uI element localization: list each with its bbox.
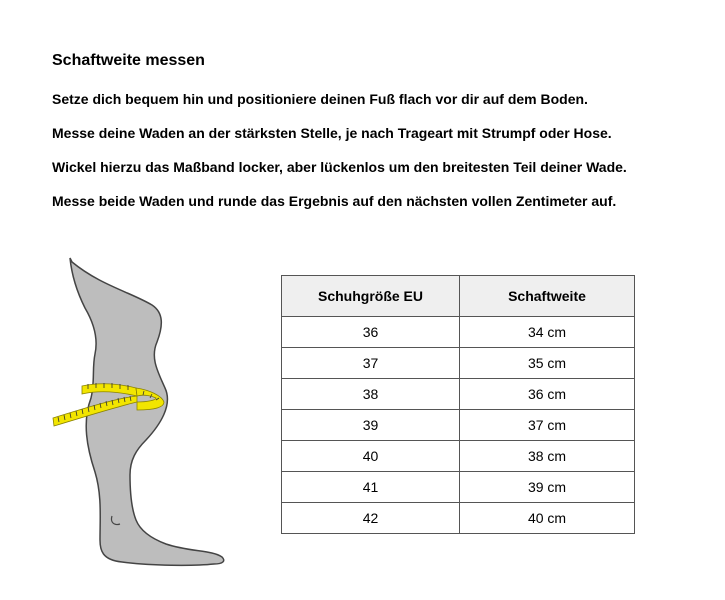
instruction-step-4: Messe beide Waden und runde das Ergebnis auf den nächsten vollen Zentimeter auf. <box>52 193 617 209</box>
shoe-size-cell: 41 <box>282 472 460 503</box>
shoe-size-cell: 40 <box>282 441 460 472</box>
column-header-shaft-width: Schaftweite <box>460 276 635 317</box>
table-row <box>282 441 635 472</box>
shoe-size-cell: 38 <box>282 379 460 410</box>
size-table <box>281 275 635 534</box>
column-header-shoe-size: Schuhgröße EU <box>282 276 460 317</box>
instruction-list <box>52 90 627 226</box>
table-row <box>282 379 635 410</box>
table-row <box>282 410 635 441</box>
shaft-width-cell: 38 cm <box>460 441 635 472</box>
shoe-size-cell: 42 <box>282 503 460 534</box>
shoe-size-cell: 36 <box>282 317 460 348</box>
table-row <box>282 472 635 503</box>
shaft-width-cell: 40 cm <box>460 503 635 534</box>
table-row <box>282 317 635 348</box>
shaft-width-cell: 39 cm <box>460 472 635 503</box>
page-title: Schaftweite messen <box>52 52 205 69</box>
shoe-size-cell: 37 <box>282 348 460 379</box>
shaft-width-cell: 34 cm <box>460 317 635 348</box>
shaft-width-cell: 37 cm <box>460 410 635 441</box>
shoe-size-cell: 39 <box>282 410 460 441</box>
shaft-width-cell: 36 cm <box>460 379 635 410</box>
shaft-width-cell: 35 cm <box>460 348 635 379</box>
instruction-step-1: Setze dich bequem hin und positioniere deinen Fuß flach vor dir auf dem Boden. <box>52 91 588 107</box>
instruction-step-2: Messe deine Waden an der stärksten Stelle, je nach Trageart mit Strumpf oder Hose. <box>52 125 612 141</box>
table-row <box>282 503 635 534</box>
table-row <box>282 348 635 379</box>
leg-with-measuring-tape-icon <box>40 250 240 580</box>
instruction-step-3: Wickel hierzu das Maßband locker, aber lückenlos um den breitesten Teil deiner Wade. <box>52 159 627 175</box>
table-header-row <box>282 276 635 317</box>
